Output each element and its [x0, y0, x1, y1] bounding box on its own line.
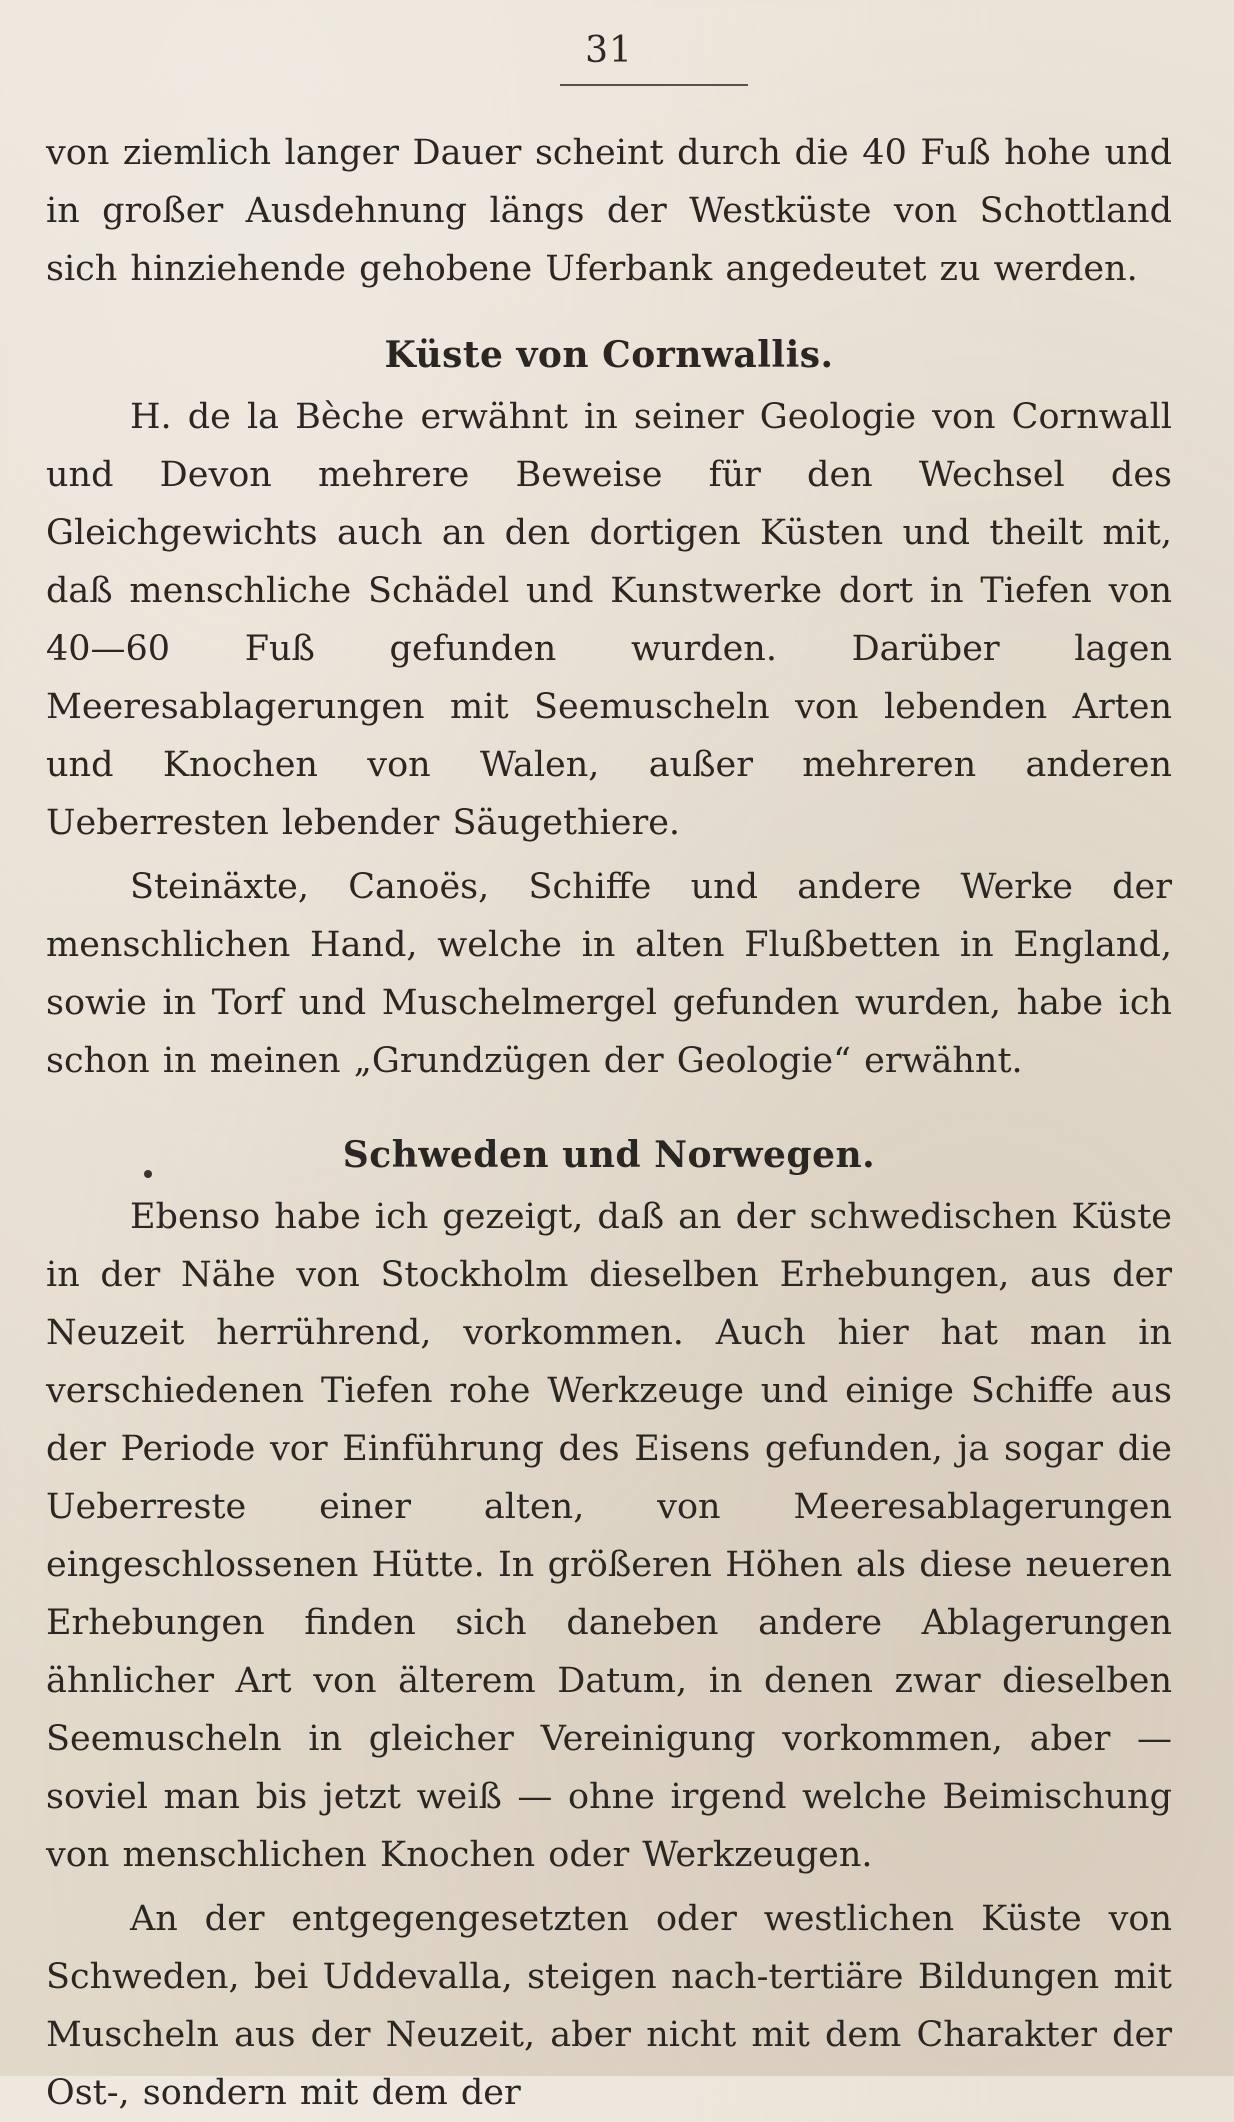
- paragraph-de-la-beche: H. de la Bèche erwähnt in seiner Geologie von Cornwall und Devon mehrere Beweise für den Wechsel des Gleichgewichts auch an den dortigen Küsten und theilt mit, daß menschliche Schädel und Kunstwerke dort in Tiefen von 40—60 Fuß gefunden wurden. Darüber lagen Meeresablagerungen mit Seemuscheln von lebenden Arten und Knochen von Walen, außer mehreren anderen Ueberresten lebender Säugethiere.: [46, 397, 1172, 843]
- page-number: 31: [585, 30, 633, 71]
- section-heading-schweden: Schweden und Norwegen.: [342, 1134, 876, 1176]
- paragraph-continuation: von ziemlich langer Dauer scheint durch die 40 Fuß hohe und in großer Ausdehnung längs der Westküste von Schottland sich hinziehende gehobene Uferbank angedeutet zu werden.: [46, 133, 1172, 289]
- page-header: [46, 0, 1172, 124]
- stray-dot-mark: [144, 1170, 152, 1178]
- paragraph-stockholm: Ebenso habe ich gezeigt, daß an der schwedischen Küste in der Nähe von Stockholm dieselben Erhebungen, aus der Neuzeit herrührend, vorkommen. Auch hier hat man in verschiedenen Tiefen rohe Werkzeuge und einige Schiffe aus der Periode vor Einführung des Eisens gefunden, ja sogar die Ueberreste einer alten, von Meeresablagerungen eingeschlossenen Hütte. In größeren Höhen als diese neueren Erhebungen finden sich daneben andere Ablagerungen ähnlicher Art von älterem Datum, in denen zwar dieselben Seemuscheln in gleicher Vereinigung vorkommen, aber — soviel man bis jetzt weiß — ohne irgend welche Beimischung von menschlichen Knochen oder Werkzeugen.: [46, 1197, 1172, 1875]
- paragraph-steinaexte: Steinäxte, Canoës, Schiffe und andere Werke der menschlichen Hand, welche in alten Flußbetten in England, sowie in Torf und Muschelmergel gefunden wurden, habe ich schon in meinen „Grundzügen der Geologie“ erwähnt.: [46, 867, 1172, 1081]
- paragraph-uddevalla: An der entgegengesetzten oder westlichen Küste von Schweden, bei Uddevalla, steigen nach-tertiäre Bildungen mit Muscheln aus der Neuzeit, aber nicht mit dem Charakter der Ost-, sondern mit dem der: [46, 1899, 1172, 2113]
- header-rule: [560, 84, 748, 86]
- section-heading-cornwallis: Küste von Cornwallis.: [384, 334, 834, 376]
- page-body: [46, 124, 1172, 2122]
